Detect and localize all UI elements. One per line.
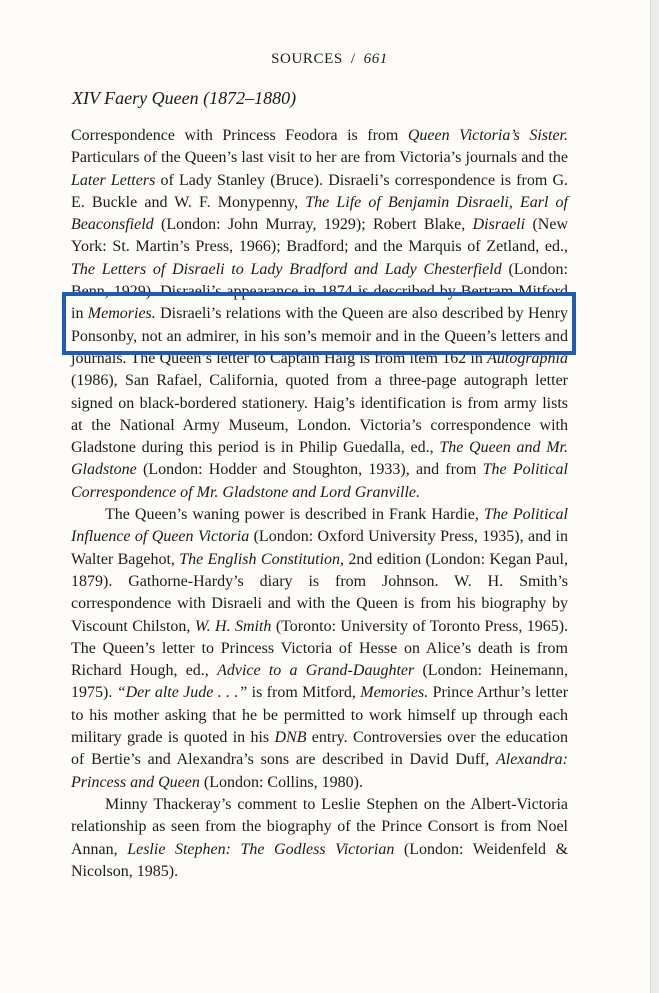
- running-header: [0, 51, 659, 68]
- paragraph: [71, 504, 568, 794]
- italic-text: The Political Correspondence of Mr. Gladstone and Lord Granville.: [71, 461, 568, 501]
- italic-text: “Der alte Jude . . .”: [116, 684, 248, 702]
- header-separator: /: [350, 51, 356, 67]
- text-run: The Queen’s waning power is described in Frank Hardie,: [105, 506, 484, 524]
- text-run: Prince Arthur’s letter to his mother asking that he be permitted to work himself up through each military grade is quoted in his: [71, 684, 569, 747]
- text-run: of Lady Stanley (Bruce). Disraeli’s correspondence is from G. E. Buckle and W. F. Monypenny,: [71, 171, 568, 211]
- italic-text: W. H. Smith: [194, 617, 272, 635]
- text-run: (Toronto: University of Toronto Press, 1965). The Queen’s letter to Princess Victoria of Hesse on Alice’s death is from Richard Hough, ed.,: [71, 617, 569, 680]
- italic-text: DNB: [274, 729, 307, 747]
- paragraph: [71, 125, 568, 504]
- paragraph: [71, 794, 568, 883]
- text-run: Correspondence with Princess Feodora is from: [71, 127, 408, 144]
- text-run: (London: Hodder and Stoughton, 1933), and from: [136, 461, 483, 479]
- italic-text: Advice to a Grand-Daughter: [217, 662, 415, 680]
- italic-text: Leslie Stephen: The Godless Victorian: [127, 840, 395, 858]
- text-run: (London: Weidenfeld & Nicolson, 1985).: [71, 840, 569, 880]
- italic-text: Autographia: [487, 349, 568, 367]
- italic-text: Later Letters: [71, 171, 156, 189]
- text-run: (London: John Murray, 1929); Robert Blake,: [153, 216, 473, 234]
- italic-text: Memories.: [360, 684, 429, 702]
- italic-text: Memories.: [87, 305, 156, 323]
- section-title: XIV Faery Queen (1872–1880): [72, 88, 297, 108]
- italic-text: The Political Influence of Queen Victoria: [71, 506, 568, 546]
- body-text: [71, 125, 568, 883]
- text-run: (London: Oxford University Press, 1935), and in Walter Bagehot,: [71, 528, 568, 568]
- italic-text: Alexandra: Princess and Queen: [71, 751, 568, 791]
- text-run: 2nd edition (London: Kegan Paul, 1879). Gathorne-Hardy’s diary is from Johnson. W. H. Smith’s correspondence with Disraeli and with the Queen is from his biography by Viscount Chilston,: [71, 550, 568, 635]
- italic-text: Queen Victoria’s Sister.: [407, 127, 569, 144]
- italic-text: The Queen and Mr. Gladstone: [71, 439, 569, 479]
- page-number: 661: [363, 51, 388, 67]
- text-run: Particulars of the Queen’s last visit to her are from Victoria’s journals and the: [71, 149, 568, 167]
- italic-text: Disraeli: [472, 216, 526, 234]
- text-run: Disraeli’s relations with the Queen are also described by Henry Ponsonby, not an admirer, in his son’s memoir and in the Queen’s letters and journals. The Queen’s letter to Captain Haig is from item 162 in: [71, 305, 568, 367]
- text-run: (New York: St. Martin’s Press, 1966); Bradford; and the Marquis of Zetland, ed.,: [71, 216, 568, 256]
- text-run: (London: Heinemann, 1975).: [71, 662, 569, 702]
- text-run: Minny Thackeray’s comment to Leslie Stephen on the Albert-Victoria relationship as seen from the biography of the Prince Consort is from Noel Annan,: [71, 795, 568, 858]
- italic-text: The English Constitution,: [179, 550, 345, 568]
- text-run: (London: Benn, 1929). Disraeli’s appearance in 1874 is described by Bertram Mitford in: [71, 260, 569, 323]
- page-edge: [650, 0, 659, 993]
- text-run: entry. Controversies over the education of Bertie’s and Alexandra’s sons are described in David Duff,: [71, 729, 568, 769]
- text-run: (London: Collins, 1980).: [199, 773, 363, 791]
- running-head-title: SOURCES: [271, 51, 343, 67]
- text-run: (1986), San Rafael, California, quoted from a three-page autograph letter signed on black-bordered stationery. Haig’s identification is from army lists at the National Army Museum, London. Victoria’s correspondence with Gladstone during this period is in Philip Guedalla, ed.,: [71, 372, 568, 457]
- text-run: is from Mitford,: [247, 684, 361, 702]
- italic-text: The Life of Benjamin Disraeli, Earl of Beaconsfield: [71, 193, 568, 234]
- italic-text: The Letters of Disraeli to Lady Bradford and Lady Chesterfield: [71, 260, 502, 278]
